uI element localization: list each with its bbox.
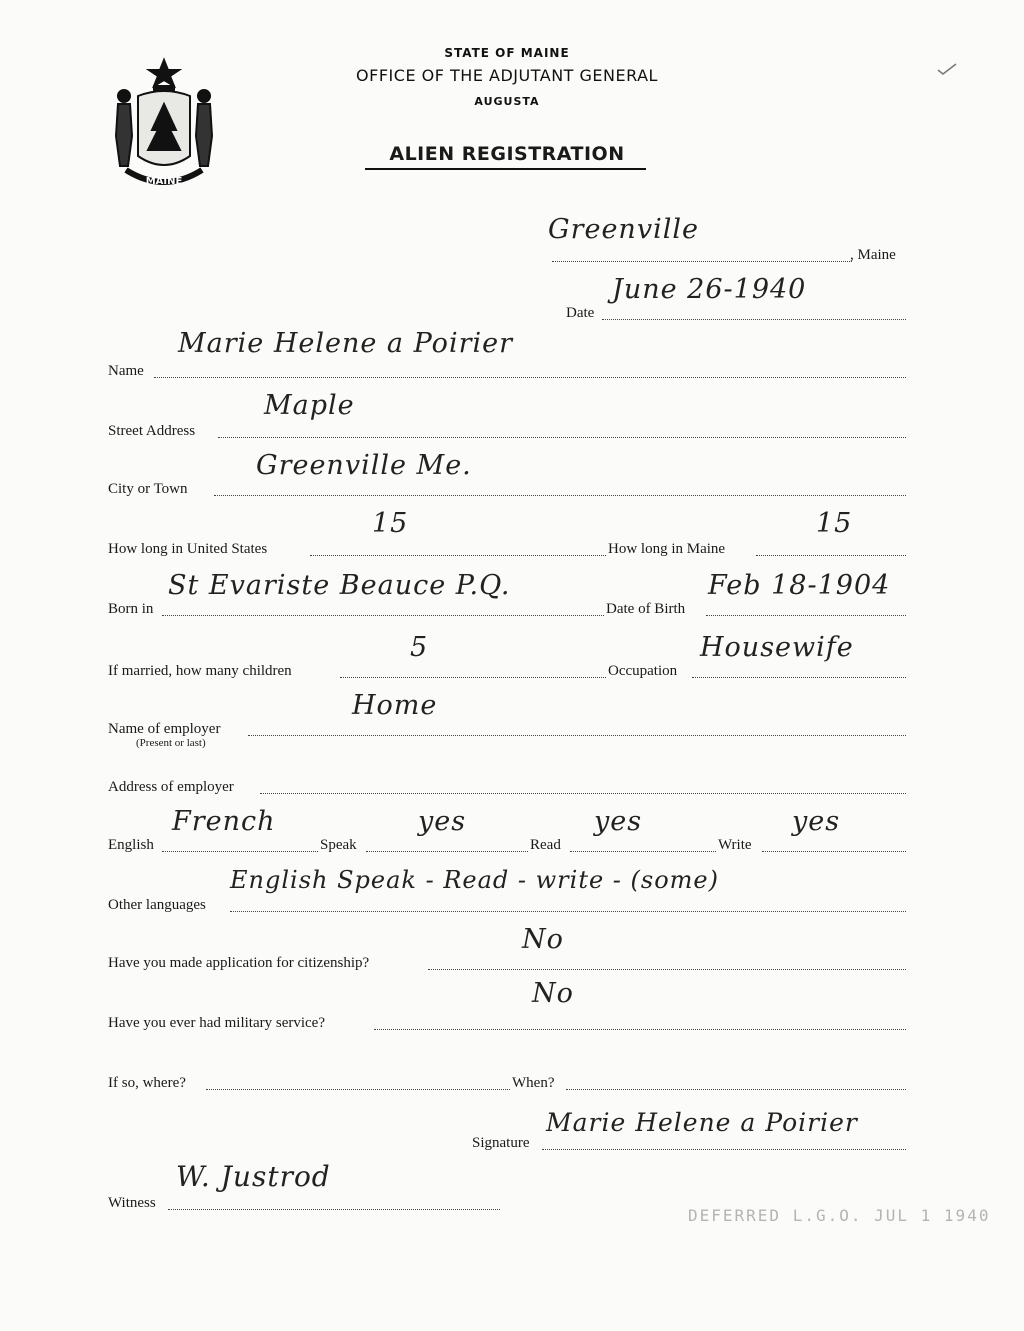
- employer-address-label: Address of employer: [108, 779, 234, 795]
- write-label: Write: [718, 837, 752, 853]
- received-stamp: DEFERRED L.G.O. JUL 1 1940: [688, 1206, 991, 1225]
- date-label: Date: [566, 305, 595, 321]
- name-value: Marie Helene a Poirier: [178, 328, 514, 359]
- header-city: AUGUSTA: [474, 95, 540, 108]
- read-value: yes: [594, 806, 643, 837]
- english-value: French: [172, 806, 276, 837]
- street-label: Street Address: [108, 423, 196, 439]
- other-languages-value: English Speak - Read - write - (some): [230, 866, 719, 894]
- header-state: STATE OF MAINE: [444, 46, 570, 60]
- children-label: If married, how many children: [108, 663, 292, 679]
- maine-label: , Maine: [850, 247, 896, 263]
- page-title: ALIEN REGISTRATION: [389, 143, 625, 165]
- signature-value: Marie Helene a Poirier: [546, 1108, 858, 1137]
- write-value: yes: [792, 806, 841, 837]
- city-value: Greenville Me.: [256, 450, 472, 481]
- city-field: [108, 474, 908, 500]
- residence-field: [108, 534, 908, 560]
- born-value: St Evariste Beauce P.Q.: [168, 570, 511, 601]
- witness-label: Witness: [108, 1195, 156, 1211]
- occupation-label: Occupation: [608, 663, 678, 679]
- maine-years-value: 15: [816, 508, 853, 539]
- witness-value: W. Justrod: [176, 1160, 331, 1193]
- other-languages-label: Other languages: [108, 897, 206, 913]
- street-value: Maple: [264, 390, 355, 421]
- citizenship-value: No: [522, 924, 564, 955]
- employer-label: Name of employer: [108, 721, 221, 737]
- born-label: Born in: [108, 601, 154, 617]
- occupation-value: Housewife: [700, 632, 854, 663]
- us-years-value: 15: [372, 508, 409, 539]
- children-value: 5: [410, 632, 429, 663]
- citizenship-field: [108, 948, 908, 974]
- employer-sublabel: (Present or last): [136, 737, 206, 749]
- dob-value: Feb 18-1904: [708, 570, 891, 601]
- maine-years-label: How long in Maine: [608, 541, 726, 557]
- read-label: Read: [530, 837, 561, 853]
- military-value: No: [532, 978, 574, 1009]
- city-label: City or Town: [108, 481, 188, 497]
- signature-label: Signature: [472, 1135, 530, 1151]
- check-mark-icon: [936, 62, 958, 76]
- service-details-field: [108, 1068, 908, 1094]
- employer-address-field: [108, 772, 908, 798]
- name-field: [108, 356, 908, 382]
- military-label: Have you ever had military service?: [108, 1015, 325, 1031]
- svg-text:MAINE: MAINE: [145, 176, 183, 187]
- dob-label: Date of Birth: [606, 601, 686, 617]
- speak-label: Speak: [320, 837, 357, 853]
- town-value: Greenville: [548, 214, 699, 245]
- military-field: [108, 1008, 908, 1034]
- date-value: June 26-1940: [612, 274, 807, 305]
- employer-field: [108, 714, 908, 740]
- employer-value: Home: [352, 690, 438, 721]
- street-field: [108, 416, 908, 442]
- speak-value: yes: [418, 806, 467, 837]
- when-label: When?: [512, 1075, 555, 1091]
- where-label: If so, where?: [108, 1075, 186, 1091]
- english-label: English: [108, 837, 154, 853]
- title-underline: [365, 168, 646, 170]
- header-office: OFFICE OF THE ADJUTANT GENERAL: [356, 66, 658, 85]
- name-label: Name: [108, 363, 144, 379]
- citizenship-label: Have you made application for citizenship?: [108, 955, 370, 971]
- us-years-label: How long in United States: [108, 541, 268, 557]
